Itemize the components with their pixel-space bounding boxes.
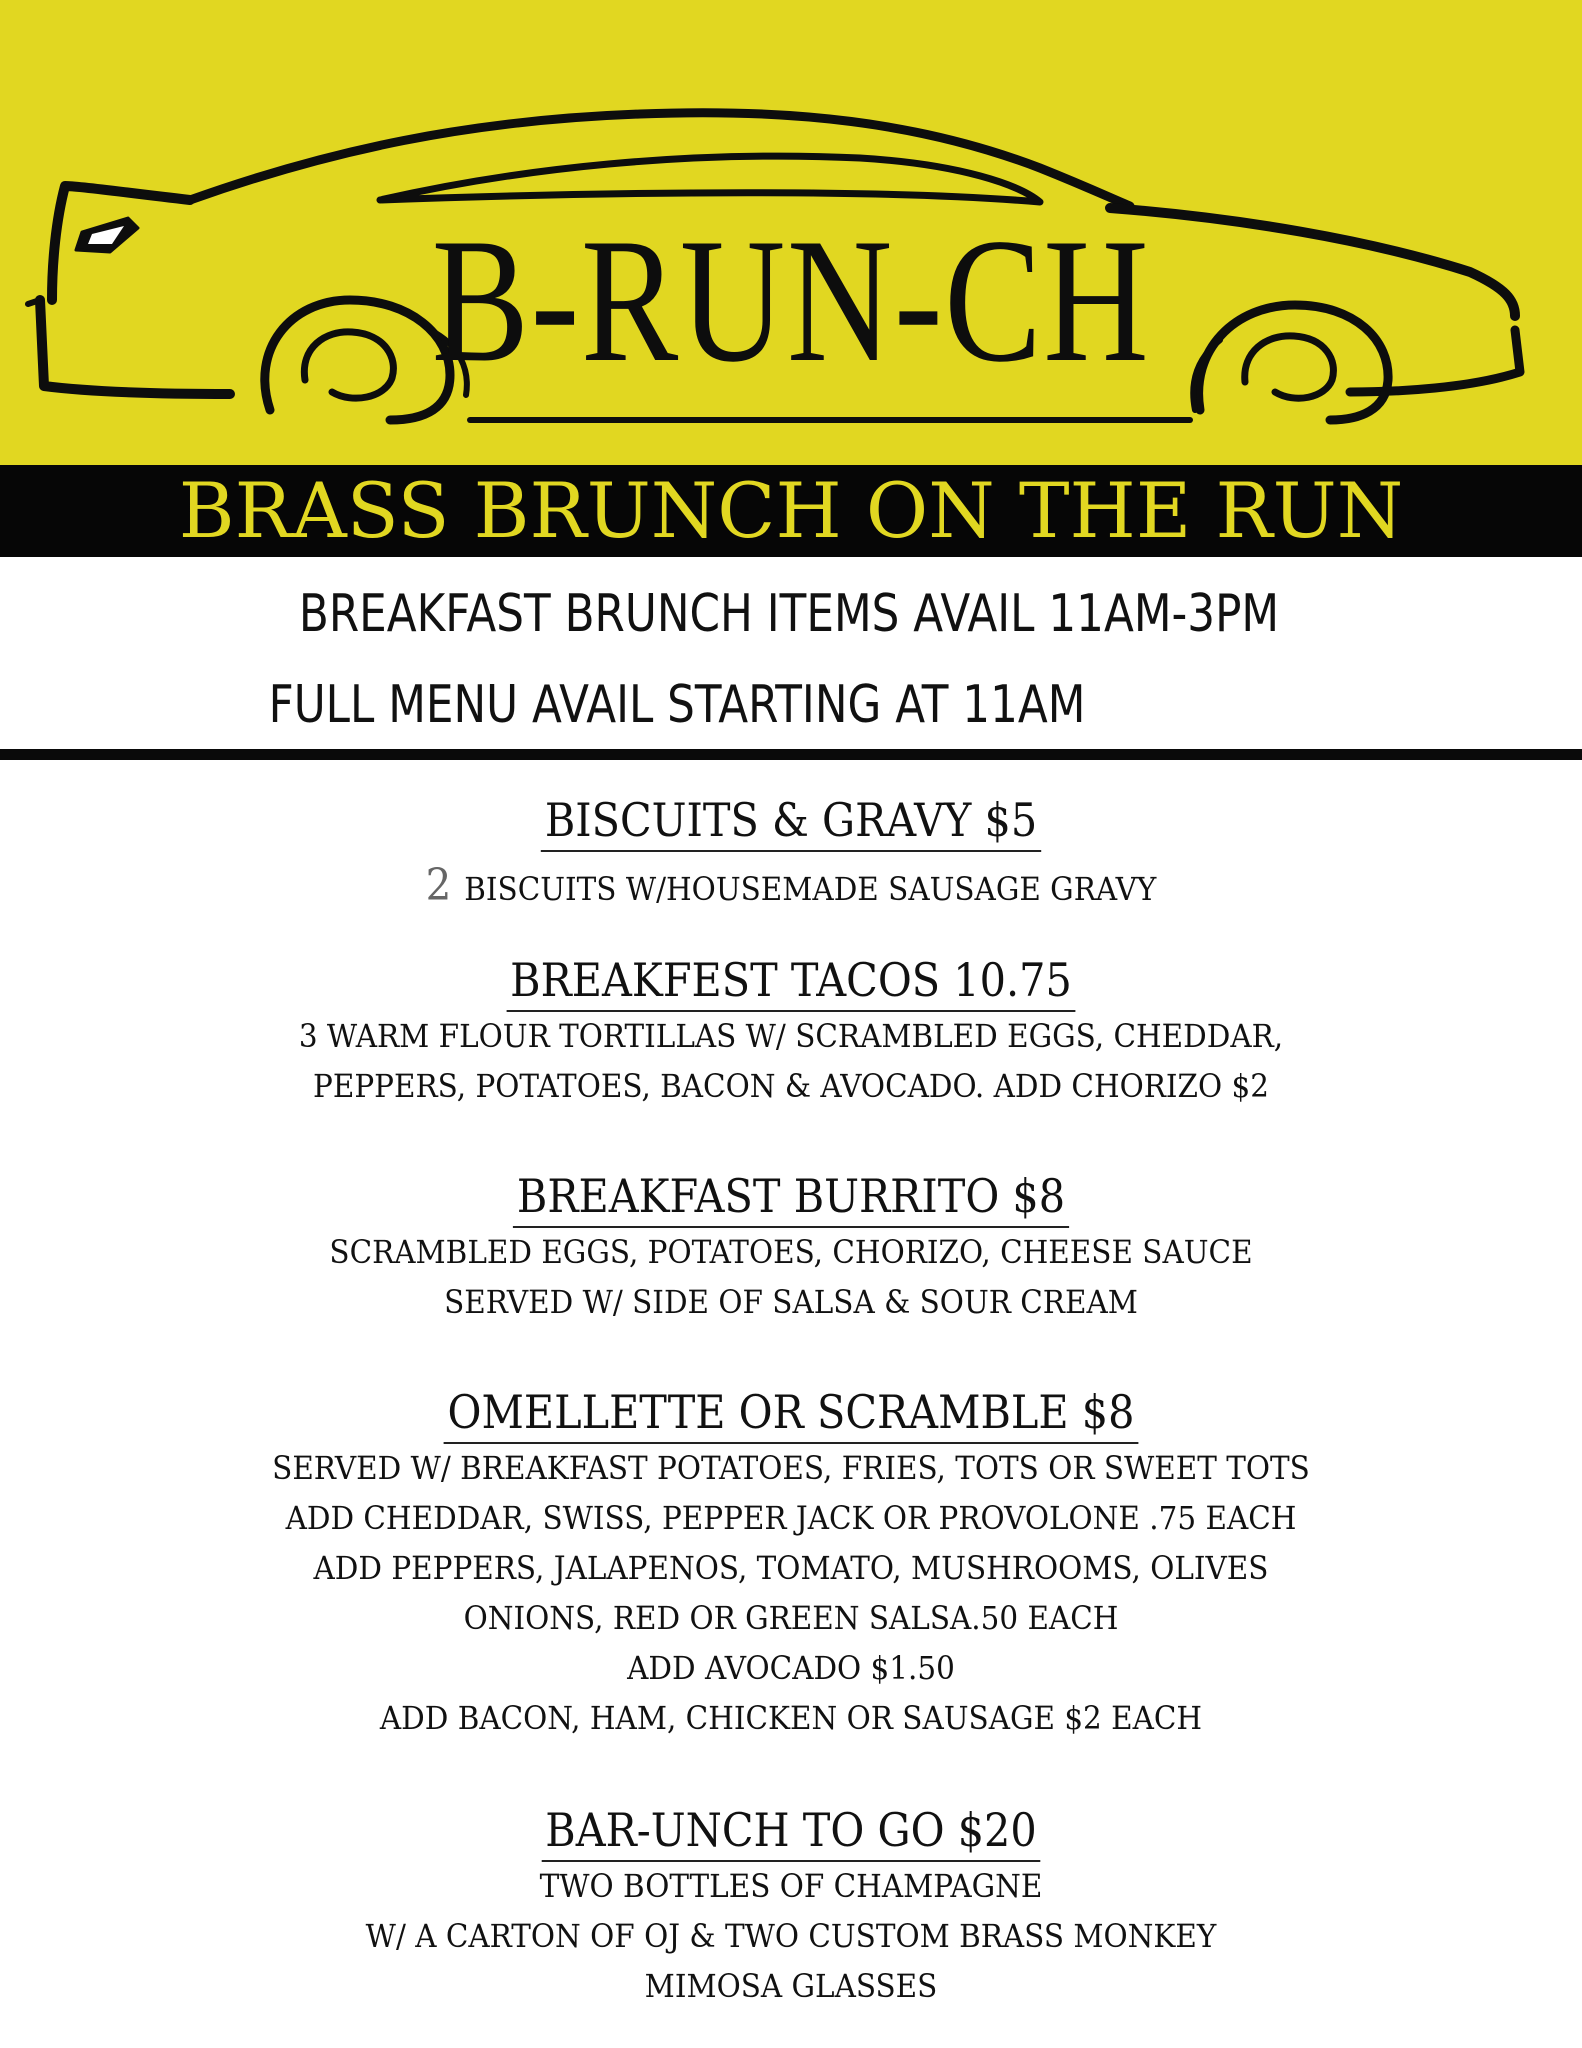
item-name-text: BREAKFAST BURRITO $8 (513, 1168, 1068, 1228)
menu-item-title (79, 952, 1503, 1012)
desc-line: ADD AVOCADO $1.50 (627, 1649, 955, 1687)
item-name-text: BAR-UNCH TO GO $20 (542, 1802, 1041, 1862)
item-name-text: BISCUITS & GRAVY $5 (541, 792, 1041, 852)
tagline-bar (0, 465, 1582, 557)
menu-item-title (79, 1802, 1503, 1862)
desc-line: SCRAMBLED EGGS, POTATOES, CHORIZO, CHEESE SAUCE (329, 1233, 1253, 1271)
desc-line: TWO BOTTLES OF CHAMPAGNE (539, 1867, 1043, 1905)
desc-line: ADD CHEDDAR, SWISS, PEPPER JACK OR PROVOLONE .75 EACH (285, 1499, 1297, 1537)
desc-line: ADD BACON, HAM, CHICKEN OR SAUSAGE $2 EACH (379, 1699, 1203, 1737)
desc-line: 3 WARM FLOUR TORTILLAS W/ SCRAMBLED EGGS, CHEDDAR, (298, 1017, 1284, 1055)
item-name-text: OMELLETTE OR SCRAMBLE $8 (444, 1384, 1138, 1444)
desc-line: ONIONS, RED OR GREEN SALSA.50 EACH (463, 1599, 1119, 1637)
menu-item-description (63, 862, 1518, 913)
menu-item-title (79, 1384, 1503, 1444)
desc-line: PEPPERS, POTATOES, BACON & AVOCADO. ADD CHORIZO $2 (313, 1067, 1269, 1105)
menu-item-title (79, 1168, 1503, 1228)
desc-line: BISCUITS W/HOUSEMADE SAUSAGE GRAVY (464, 870, 1157, 908)
menu-item-title (79, 792, 1503, 852)
desc-line: SERVED W/ BREAKFAST POTATOES, FRIES, TOTS OR SWEET TOTS (272, 1449, 1310, 1487)
tagline: BRASS BRUNCH ON THE RUN (178, 466, 1404, 555)
hours-line-breakfast: BREAKFAST BRUNCH ITEMS AVAIL 11AM-3PM (298, 584, 1280, 644)
divider (0, 749, 1582, 760)
desc-line: SERVED W/ SIDE OF SALSA & SOUR CREAM (444, 1283, 1138, 1321)
item-name-text: BREAKFEST TACOS 10.75 (507, 952, 1076, 1012)
desc-line: MIMOSA GLASSES (644, 1967, 938, 2005)
desc-line: ADD PEPPERS, JALAPENOS, TOMATO, MUSHROOMS, OLIVES (313, 1549, 1269, 1587)
header-banner (0, 0, 1582, 465)
item-quantity: 2 (425, 860, 452, 911)
desc-line: W/ A CARTON OF OJ & TWO CUSTOM BRASS MONKEY (365, 1917, 1217, 1955)
logo-text: B-RUN-CH (431, 201, 1151, 399)
hours-line-full-menu: FULL MENU AVAIL STARTING AT 11AM (268, 675, 1086, 735)
